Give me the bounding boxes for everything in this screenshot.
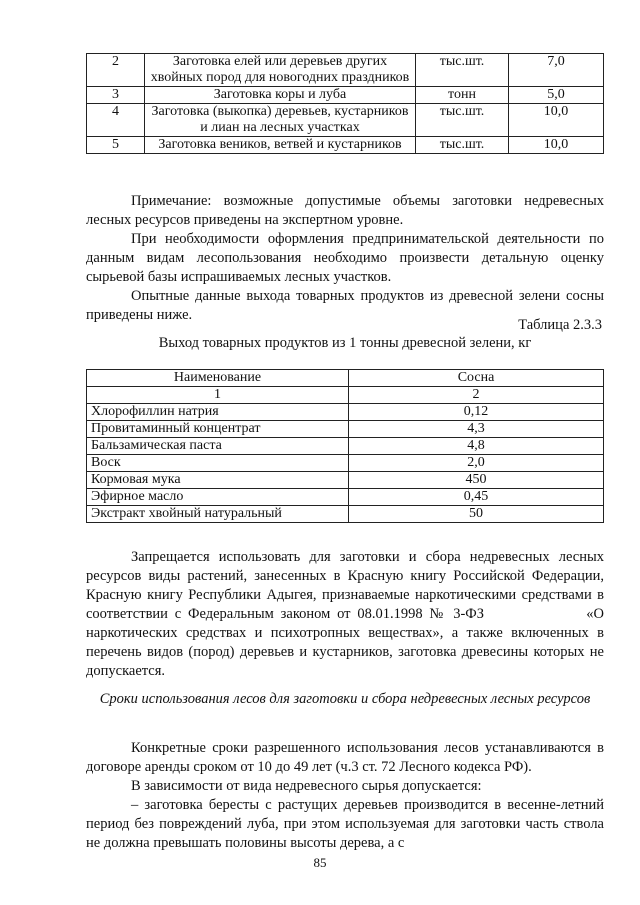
table-row — [87, 421, 604, 438]
table-header-row — [87, 370, 604, 387]
row-name: Заготовка елей или деревьев других хвойных пород для новогодних праздников — [145, 54, 416, 87]
terms-paragraph-3: – заготовка бересты с растущих деревьев производится в весенне-летний период без повреждений луба, при этом используемая для заготовки часть ствола не должна превышать половины высоты дерева, а с — [86, 797, 604, 851]
column-number-2: 2 — [349, 387, 604, 404]
table-row — [87, 489, 604, 506]
product-name: Воск — [87, 455, 349, 472]
table-row — [87, 438, 604, 455]
row-value: 10,0 — [509, 137, 604, 154]
product-name: Бальзамическая паста — [87, 438, 349, 455]
row-name: Заготовка (выкопка) деревьев, кустарников и лиан на лесных участках — [145, 104, 416, 137]
row-value: 10,0 — [509, 104, 604, 137]
table-row — [87, 506, 604, 523]
row-unit: тыс.шт. — [416, 104, 509, 137]
table-row — [87, 455, 604, 472]
row-number: 3 — [87, 87, 145, 104]
header-name: Наименование — [87, 370, 349, 387]
section-subheading: Сроки использования лесов для заготовки и сбора недревесных лесных ресурсов — [99, 691, 591, 707]
prohibited-paragraph: Запрещается использовать для заготовки и сбора недревесных лесных ресурсов виды растений, занесенных в Красную книгу Российской Федерации, Красную книгу Республики Адыгея, признаваемые наркотическими средствами в соответствии с Федеральным законом от 08.01.1998 № 3-ФЗ «О наркотических средствах и психотропных веществах», а также включенных в перечень видов (пород) деревьев и кустарников, заготовка древесины которых не допускается. — [86, 549, 604, 679]
header-pine: Сосна — [349, 370, 604, 387]
column-number-row — [87, 387, 604, 404]
product-value: 450 — [349, 472, 604, 489]
product-value: 0,12 — [349, 404, 604, 421]
table-title: Выход товарных продуктов из 1 тонны древесной зелени, кг — [158, 335, 532, 351]
row-value: 7,0 — [509, 54, 604, 87]
product-value: 2,0 — [349, 455, 604, 472]
table-row — [87, 104, 604, 137]
table-row — [87, 54, 604, 87]
row-unit: тыс.шт. — [416, 54, 509, 87]
products-table — [86, 369, 604, 523]
product-name: Эфирное масло — [87, 489, 349, 506]
table-number: Таблица 2.3.3 — [518, 317, 602, 333]
row-unit: тыс.шт. — [416, 137, 509, 154]
terms-paragraph-1: Конкретные сроки разрешенного использования лесов устанавливаются в договоре аренды сроком от 10 до 49 лет (ч.3 ст. 72 Лесного кодекса РФ). — [86, 740, 604, 775]
table-row — [87, 87, 604, 104]
top-table — [86, 53, 604, 154]
row-unit: тонн — [416, 87, 509, 104]
row-number: 2 — [87, 54, 145, 87]
row-name: Заготовка веников, ветвей и кустарников — [145, 137, 416, 154]
business-paragraph: При необходимости оформления предпринимательской деятельности по данным видам лесопользования необходимо произвести детальную оценку сырьевой базы испрашиваемых лесных участков. — [86, 231, 604, 285]
product-value: 0,45 — [349, 489, 604, 506]
terms-paragraph-2: В зависимости от вида недревесного сырья допускается: — [131, 778, 482, 794]
column-number-1: 1 — [87, 387, 349, 404]
product-value: 50 — [349, 506, 604, 523]
table-row — [87, 404, 604, 421]
product-name: Хлорофиллин натрия — [87, 404, 349, 421]
row-name: Заготовка коры и луба — [145, 87, 416, 104]
table-row — [87, 137, 604, 154]
row-number: 5 — [87, 137, 145, 154]
product-name: Экстракт хвойный натуральный — [87, 506, 349, 523]
note-paragraph: Примечание: возможные допустимые объемы заготовки недревесных лесных ресурсов приведены на экспертном уровне. — [86, 193, 604, 228]
product-name: Кормовая мука — [87, 472, 349, 489]
row-value: 5,0 — [509, 87, 604, 104]
experimental-paragraph: Опытные данные выхода товарных продуктов из древесной зелени сосны приведены ниже. — [86, 288, 604, 323]
product-value: 4,3 — [349, 421, 604, 438]
page-number: 85 — [313, 855, 327, 870]
row-number: 4 — [87, 104, 145, 137]
table-row — [87, 472, 604, 489]
product-value: 4,8 — [349, 438, 604, 455]
product-name: Провитаминный концентрат — [87, 421, 349, 438]
